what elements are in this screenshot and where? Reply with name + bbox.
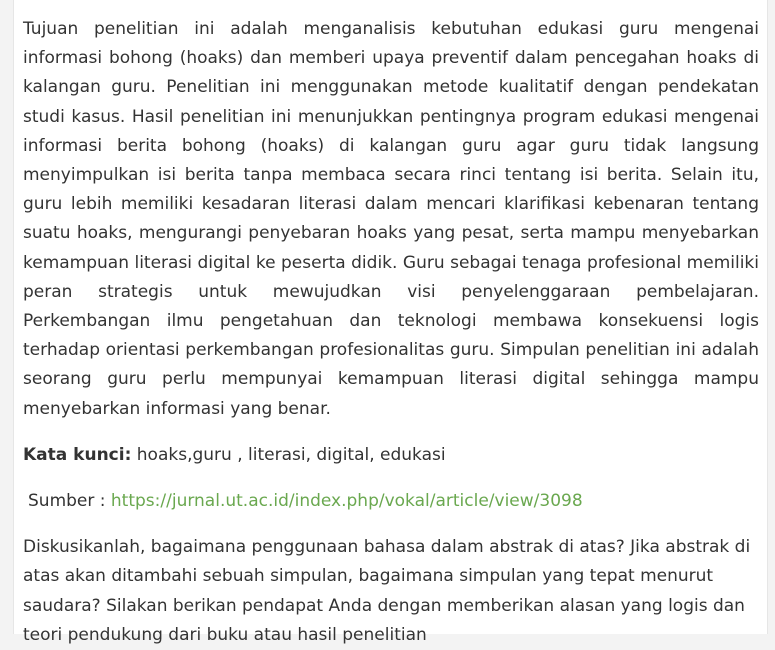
keywords-label: Kata kunci: (23, 444, 132, 465)
source-link[interactable]: https://jurnal.ut.ac.id/index.php/vokal/article/view/3098 (110, 491, 583, 512)
source-line (28, 487, 759, 516)
keywords-line (23, 441, 759, 470)
abstract-paragraph: Tujuan penelitian ini adalah menganalisis kebutuhan edukasi guru mengenai informasi bohong (hoaks) dan memberi upaya preventif dalam pencegahan hoaks di kalangan guru. Penelitian ini menggunakan metode kualitatif dengan pendekatan studi kasus. Hasil penelitian ini menunjukkan pentingnya program edukasi mengenai informasi berita bohong (hoaks) di kalangan guru agar guru tidak langsung menyimpulkan isi berita tanpa membaca secara rinci tentang isi berita. Selain itu, guru lebih memiliki kesadaran literasi dalam mencari klarifikasi kebenaran tentang suatu hoaks, mengurangi penyebaran hoaks yang pesat, serta mampu menyebarkan kemampuan literasi digital ke peserta didik. Guru sebagai tenaga profesional memiliki peran strategis untuk mewujudkan visi penyelenggaraan pembelajaran. Perkembangan ilmu pengetahuan dan teknologi membawa konsekuensi logis terhadap orientasi perkembangan profesionalitas guru. Simpulan penelitian ini adalah seorang guru perlu mempunyai kemampuan literasi digital sehingga mampu menyebarkan informasi yang benar. (23, 19, 759, 419)
source-label: Sumber : (28, 491, 111, 512)
forum-post-body (13, 0, 768, 645)
keywords-value: hoaks,guru , literasi, digital, edukasi (131, 444, 446, 465)
discussion-question: Diskusikanlah, bagaimana penggunaan bahasa dalam abstrak di atas? Jika abstrak di atas akan ditambahi sebuah simpulan, bagaimana simpulan yang tepat menurut saudara? Silakan berikan pendapat Anda dengan memberikan alasan yang logis dan teori pendukung dari buku atau hasil penelitian (23, 537, 751, 645)
